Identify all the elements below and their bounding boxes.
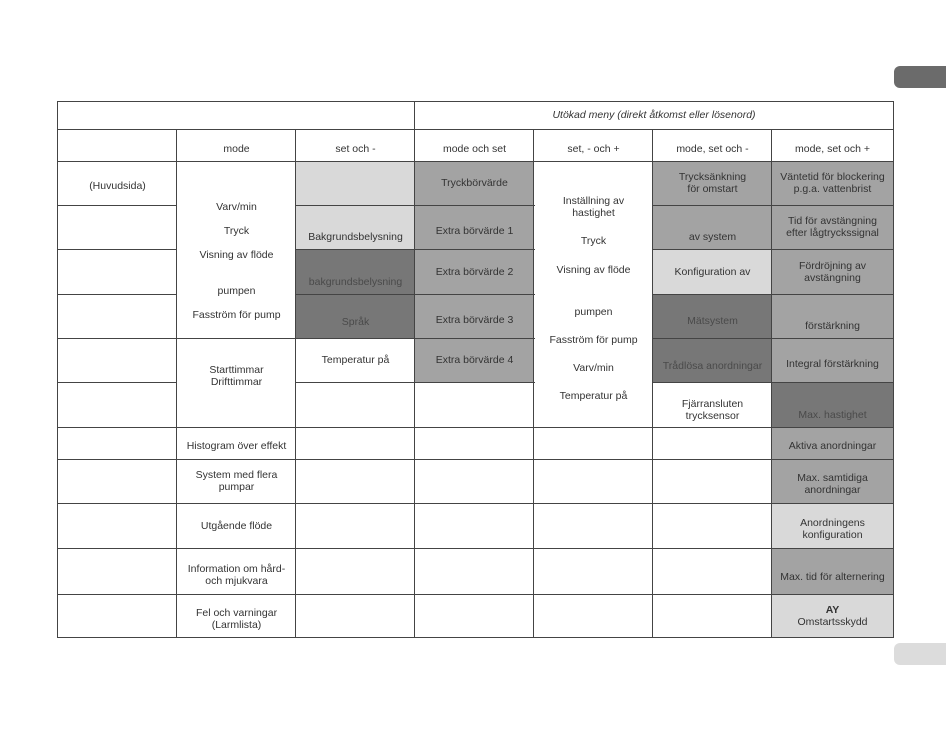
col-header-set-minus-plus: set, - och +: [567, 143, 620, 155]
extended-menu-header: Utökad meny (direkt åtkomst eller lösenord): [552, 109, 756, 121]
mode-visning: Visning av flöde: [199, 249, 274, 261]
smp-fasstrom: Fasström för pump: [549, 334, 638, 346]
mode-starttimmar: Starttimmar Drifttimmar: [209, 364, 264, 388]
smp-varv: Varv/min: [573, 362, 614, 374]
table-border-bottom: [57, 637, 894, 638]
cell-mode-set-minus-r3: Konfiguration av: [653, 249, 772, 294]
cell-mode-set-plus-r10: Max. tid för alternering: [772, 548, 893, 594]
grid-line: [652, 129, 653, 638]
cell-mode-set-plus-r2: Tid för avstängning efter lågtryckssignal: [772, 205, 893, 249]
cell-mode-set-minus-r5: Trådlösa anordningar: [653, 338, 772, 382]
cell-mode-set-plus-r9: Anordningens konfiguration: [772, 503, 893, 548]
mode-fel: Fel och varningar (Larmlista): [195, 606, 278, 631]
grid-line: [57, 161, 894, 162]
cell-mode-set-minus-r1: Trycksänkning för omstart: [653, 161, 772, 205]
grid-line: [57, 503, 894, 504]
mode-utgaende: Utgående flöde: [200, 519, 273, 532]
cell-mode-set-plus-r1: Väntetid för blockering p.g.a. vattenbrist: [772, 161, 893, 205]
cell-set-minus-r1: [296, 161, 415, 205]
smp-installning: Inställning av hastighet: [562, 195, 625, 219]
set-minus-plus-col-group: [534, 161, 653, 427]
grid-line: [57, 205, 177, 206]
mode-col-group-2: [177, 338, 296, 427]
cell-mode-set-minus-r2: av system: [653, 205, 772, 249]
col-header-mode-set-minus: mode, set och -: [676, 143, 749, 155]
cell-mode-set-plus-r11: [772, 594, 893, 637]
smp-visning: Visning av flöde: [556, 264, 631, 276]
cell-mode-set-r1: Tryckbörvärde: [415, 161, 534, 205]
cell-set-minus-r4: Språk: [296, 294, 415, 338]
cell-mode-set-r3: Extra börvärde 2: [415, 249, 534, 294]
grid-line: [57, 459, 894, 460]
grid-line: [414, 101, 415, 638]
grid-line: [57, 294, 177, 295]
cell-mode-set-plus-r11-code: AY: [825, 603, 840, 616]
page-tab-marker: [894, 643, 946, 665]
grid-line: [57, 382, 177, 383]
mode-system: System med flera pumpar: [195, 469, 278, 493]
mode-pumpen: pumpen: [217, 285, 256, 297]
grid-line: [176, 129, 177, 638]
cell-mode-set-plus-r7: Aktiva anordningar: [772, 427, 893, 459]
grid-line: [57, 427, 894, 428]
grid-line: [296, 294, 535, 295]
mode-tryck: Tryck: [223, 225, 250, 237]
grid-line: [296, 249, 535, 250]
cell-mode-set-minus-r4: Mätsystem: [653, 294, 772, 338]
grid-line: [57, 249, 177, 250]
grid-line: [653, 294, 894, 295]
cell-mode-set-minus-r6: Fjärransluten trycksensor: [681, 397, 744, 422]
grid-line: [653, 249, 894, 250]
grid-line: [533, 129, 534, 638]
row-label-main-page: (Huvudsida): [89, 180, 146, 192]
cell-mode-set-plus-r3: Fördröjning av avstängning: [772, 249, 893, 294]
col-header-mode-set-plus: mode, set och +: [794, 143, 870, 155]
grid-line: [653, 205, 894, 206]
table-border-right: [893, 101, 894, 638]
table-border-left: [57, 101, 58, 638]
cell-mode-set-plus-r11-label: Omstartsskydd: [797, 615, 868, 628]
mode-fasstrom: Fasström för pump: [192, 309, 281, 321]
section-tab-marker: [894, 66, 946, 88]
grid-line: [653, 382, 894, 383]
grid-line: [296, 382, 535, 383]
grid-line: [296, 205, 535, 206]
col-header-mode-set: mode och set: [442, 143, 507, 155]
mode-histogram: Histogram över effekt: [186, 440, 287, 452]
cell-set-minus-r5: Temperatur på: [321, 354, 390, 366]
grid-line: [57, 129, 894, 130]
cell-mode-set-plus-r5: Integral förstärkning: [772, 338, 893, 382]
smp-temperatur: Temperatur på: [559, 390, 628, 402]
cell-mode-set-plus-r8: Max. samtidiga anordningar: [772, 459, 893, 503]
table-border-top: [57, 101, 894, 102]
cell-mode-set-r5: Extra börvärde 4: [415, 338, 534, 382]
col-header-mode: mode: [223, 143, 250, 155]
grid-line: [57, 338, 535, 339]
mode-col-group: [177, 161, 296, 338]
mode-varv: Varv/min: [216, 201, 257, 213]
cell-set-minus-r2: Bakgrundsbelysning: [296, 205, 415, 249]
mode-information: Information om hård- och mjukvara: [187, 563, 286, 587]
cell-mode-set-plus-r6: Max. hastighet: [772, 382, 893, 427]
grid-line: [57, 594, 894, 595]
cell-mode-set-r4: Extra börvärde 3: [415, 294, 534, 338]
cell-mode-set-r2: Extra börvärde 1: [415, 205, 534, 249]
grid-line: [771, 129, 772, 638]
smp-pumpen: pumpen: [574, 306, 613, 318]
cell-set-minus-r3: bakgrundsbelysning: [296, 249, 415, 294]
grid-line: [57, 548, 894, 549]
grid-line: [295, 129, 296, 638]
cell-mode-set-plus-r4: förstärkning: [772, 294, 893, 338]
col-header-set-minus: set och -: [335, 143, 376, 155]
grid-line: [653, 338, 894, 339]
smp-tryck: Tryck: [580, 235, 607, 247]
